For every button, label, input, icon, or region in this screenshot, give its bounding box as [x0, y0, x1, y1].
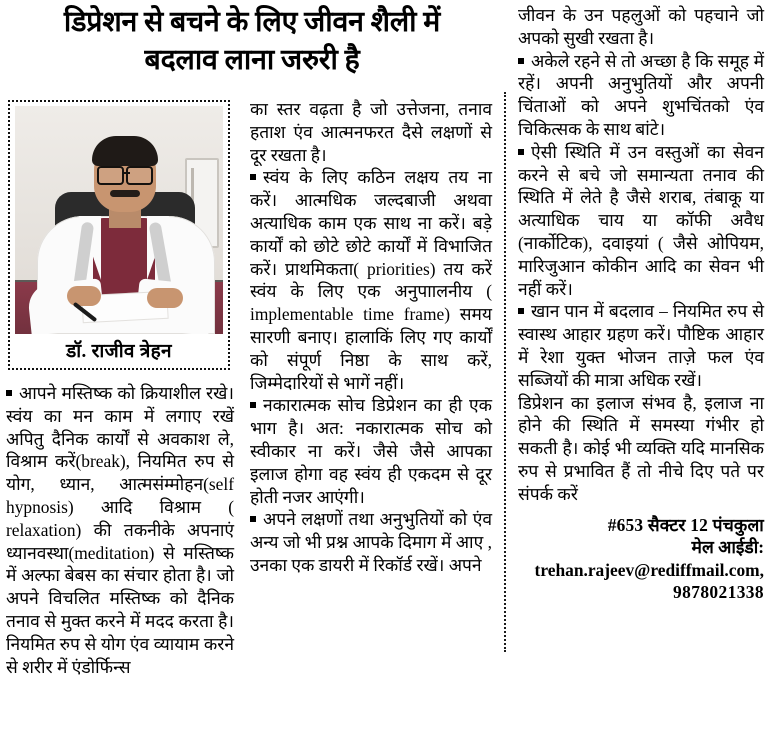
headline-line-1: डिप्रेशन से बचने के लिए जीवन शैली में [63, 7, 441, 38]
text-column-left [6, 382, 234, 678]
paragraph [518, 300, 764, 391]
hand-left [67, 286, 101, 306]
bullet-square-icon [518, 149, 524, 155]
paragraph [518, 392, 764, 506]
hair [92, 136, 158, 166]
paragraph-text: जीवन के उन पहलुओं को पहचाने जो अपको सुखी रखता है। [518, 5, 764, 48]
paragraph [250, 98, 492, 166]
photo-caption: डॉ. राजीव त्रेहन [66, 341, 172, 362]
contact-email-value[interactable]: trehan.rajeev@rediffmail.com, [534, 559, 764, 580]
bullet-square-icon [518, 308, 524, 314]
doctor-photo-frame [8, 100, 230, 370]
column-divider [504, 92, 506, 652]
paragraph-text: ऐसी स्थिति में उन वस्तुओं का सेवन करने से बचे जो समान्यता तनाव की स्थिति में लेते है जैसे शराब, तंबाकू या अत्याधिक चाय या कॉफी अवैध (नार्कोटिक), दवाइयां ( जैसे ओपियम, मारिजुआन कोकीन आदि का सेवन भी नहीं करें। [518, 141, 764, 299]
paragraph [250, 166, 492, 394]
text-column-middle [250, 98, 492, 577]
bullet-square-icon [250, 174, 256, 180]
bullet-square-icon [250, 516, 256, 522]
paragraph [518, 4, 764, 50]
page-title [6, 4, 498, 79]
eyeglasses-icon [95, 166, 155, 181]
contact-email-label: मेल आईडी: [691, 537, 764, 558]
paragraph [518, 50, 764, 141]
contact-email-line [518, 536, 764, 581]
paragraph-text: नकारात्मक सोच डिप्रेशन का ही एक भाग है। अत: नकारात्मक सोच को स्वीकार ना करें। जैसे जैसे आपका इलाज होगा वह स्वंय ही एकदम से दूर होती नजर आएंगी। [250, 395, 492, 507]
paragraph-text: अकेले रहने से तो अच्छा है कि समूह में रहें। अपनी अनुभुतियों और अपनी चिंताओं को अपने शुभचिंतको एंव चिकित्सक के साथ बांटे। [518, 50, 764, 139]
bullet-square-icon [518, 58, 524, 64]
paragraph-text: डिप्रेशन का इलाज संभव है, इलाज ना होने की स्थिति में समस्या गंभीर हो सकती है। कोई भी व्यक्ति यदि मानसिक रुप से प्रभावित हैं तो नीचे दिए पते पर संपर्क करें [518, 392, 764, 504]
paragraph-text: खान पान में बदलाव – नियमित रुप से स्वास्थ आहार ग्रहण करें। पौष्टिक आहार में रेशा युक्त भोजन ताज़े फल एंव सब्जियों की मात्रा अधिक रखें। [518, 301, 764, 390]
bullet-square-icon [250, 402, 256, 408]
paragraph-text: स्वंय के लिए कठिन लक्षय तय ना करें। आत्मधिक जल्दबाजी अथवा अत्याधिक काम एक साथ ना करें। बड़े कार्यों को छोटे छोटे कार्यों में विभाजित करें। प्राथमिकता( priorities) तय करें स्वंय के लिए एक अनुपाालनीय ( implementable time frame) समय सारणी बनाए। हालाकिं लिए गए कार्यों को संपूर्ण निष्ठा के साथ करें, जिम्मेदारियों से भागें नहीं। [250, 167, 492, 393]
moustache [110, 190, 140, 197]
contact-block [518, 514, 764, 605]
hand-right [147, 288, 183, 308]
contact-phone[interactable]: 9878021338 [673, 582, 764, 603]
contact-address: #653 सैक्टर 12 पंचकुला [607, 514, 764, 535]
headline-line-2: बदलाव लाना जरुरी है [144, 44, 360, 76]
paragraph-text: आपने मस्तिष्क को क्रियाशील रखे। स्वंय का मन काम में लगाए रखें अपितु दैनिक कार्यों से अवकाश ले, विश्राम करें(break), नियमित रुप से योग, ध्यान, आत्मसंम्मोहन(self hypnosis) आदि विश्राम ( relaxation) की तकनीके अपनाएं ध्यानवस्था(meditation) से मस्तिष्क में अल्फा बेबस का संचार होता है। जो अपने विचलित मस्तिष्क को दैनिक तनाव से मुक्त करने में मदद करता है। नियमित रुप से योग एंव व्यायाम करने से शरीर में एंडोर्फिन्स [6, 383, 234, 677]
text-column-right [518, 4, 764, 604]
paragraph [6, 382, 234, 678]
bullet-square-icon [6, 390, 12, 396]
paragraph [518, 141, 764, 301]
doctor-photo [15, 106, 223, 334]
paragraph [250, 394, 492, 508]
paragraph-text: का स्तर वढ़ता है जो उत्तेजना, तनाव हताश एंव आत्मनफरत दैसे लक्षणों से दूर रखता है। [250, 99, 492, 165]
paragraph-text: अपने लक्षणों तथा अनुभुतियों को एंव अन्य जो भी प्रश्न आपके दिमाग में आए , उनका एक डायरी में रिकॉर्ड रखें। अपने [250, 509, 492, 575]
paragraph [250, 508, 492, 576]
